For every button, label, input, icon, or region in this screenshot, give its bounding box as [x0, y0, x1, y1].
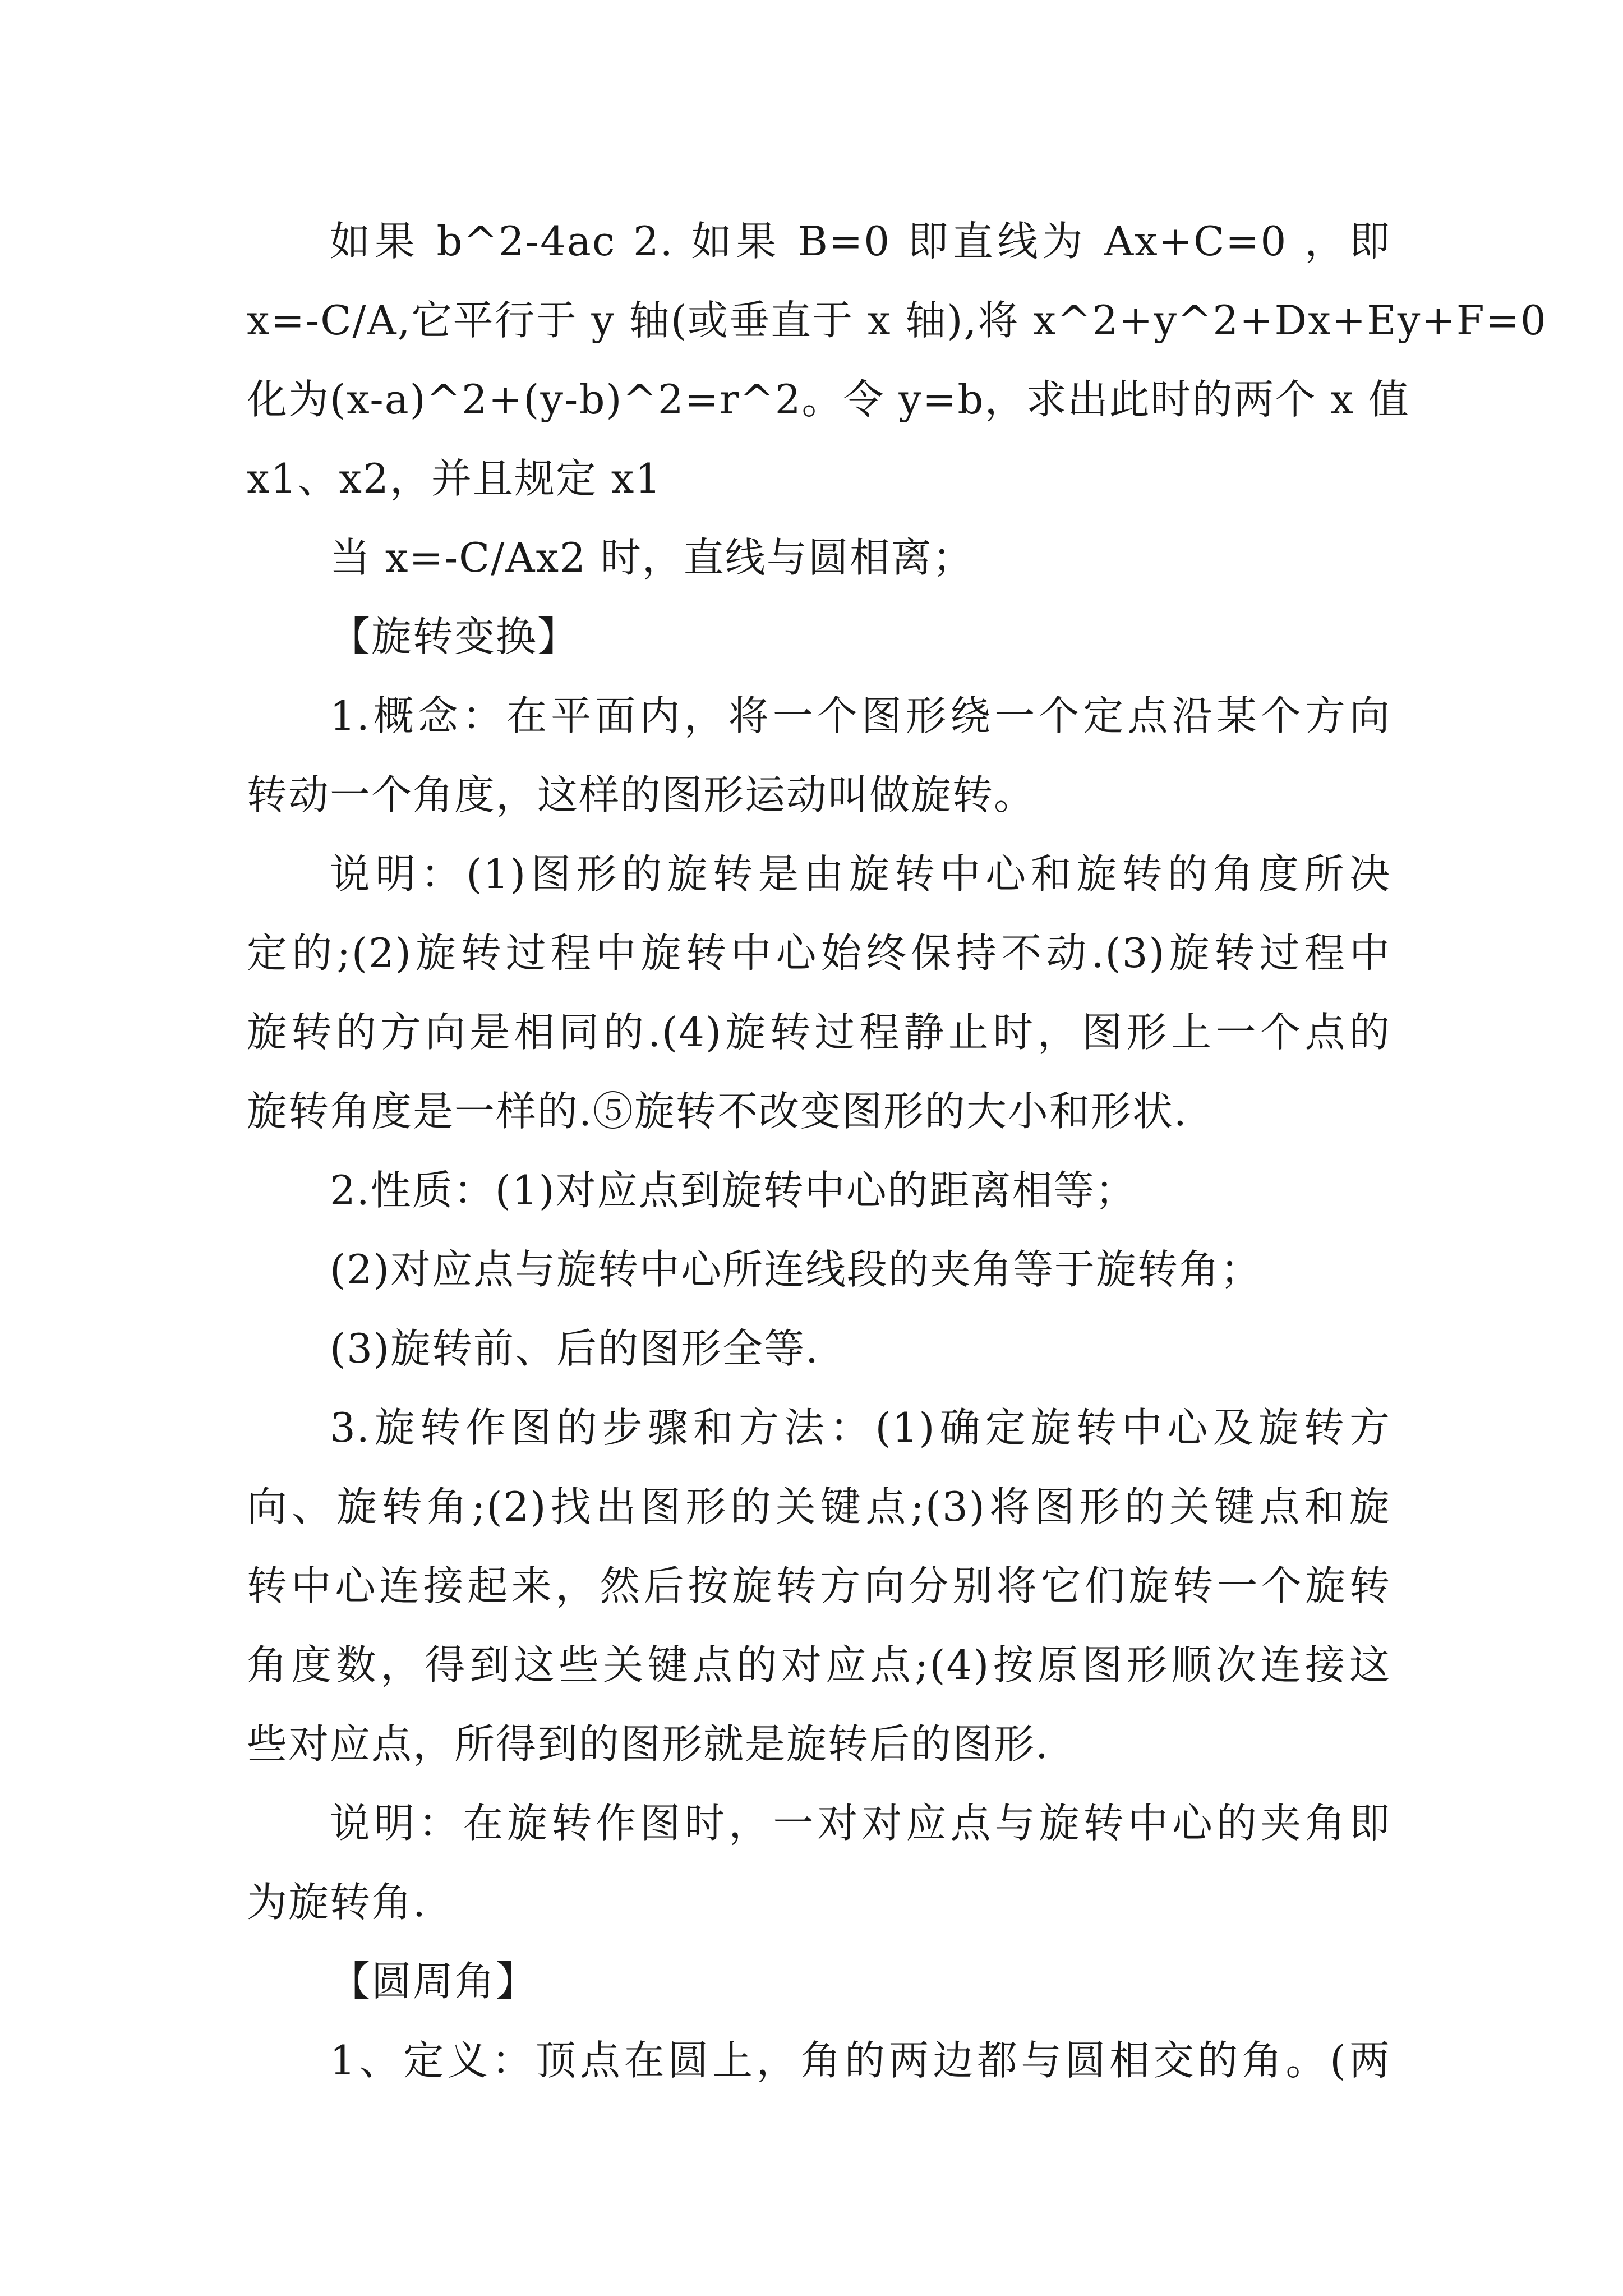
text-line: (2)对应点与旋转中心所连线段的夹角等于旋转角；: [330, 1246, 1262, 1293]
text-line: 为旋转角.: [247, 1879, 427, 1926]
text-line: 说明：在旋转作图时，一对对应点与旋转中心的夹角即: [330, 1800, 1391, 1847]
text-line: 化为(x-a)^2+(y-b)^2=r^2。令 y=b，求出此时的两个 x 值: [247, 376, 1410, 423]
text-line: 3.旋转作图的步骤和方法：(1)确定旋转中心及旋转方: [330, 1404, 1391, 1451]
text-line: 当 x=-C/Ax2 时，直线与圆相离；: [330, 534, 974, 581]
text-line: (3)旋转前、后的图形全等.: [330, 1325, 819, 1372]
text-line: 1、定义：顶点在圆上，角的两边都与圆相交的角。(两: [330, 2037, 1391, 2084]
text-line: 角度数，得到这些关键点的对应点;(4)按原图形顺次连接这: [247, 1641, 1391, 1688]
text-line: 说明：(1)图形的旋转是由旋转中心和旋转的角度所决: [330, 850, 1391, 898]
text-line: 如果 b^2-4ac 2. 如果 B=0 即直线为 Ax+C=0 ，即: [330, 218, 1391, 265]
text-line: 旋转角度是一样的.⑤旋转不改变图形的大小和形状.: [247, 1088, 1188, 1135]
text-line: x=-C/A,它平行于 y 轴(或垂直于 x 轴),将 x^2+y^2+Dx+Ey+F=0: [247, 297, 1547, 344]
text-line: 1.概念：在平面内，将一个图形绕一个定点沿某个方向: [330, 692, 1391, 739]
text-line: x1、x2，并且规定 x1: [247, 455, 662, 502]
text-line: 转中心连接起来，然后按旋转方向分别将它们旋转一个旋转: [247, 1562, 1391, 1609]
text-line: 2.性质：(1)对应点到旋转中心的距离相等；: [330, 1167, 1137, 1214]
text-line: 转动一个角度，这样的图形运动叫做旋转。: [247, 771, 1036, 818]
text-line: 向、旋转角;(2)找出图形的关键点;(3)将图形的关键点和旋: [247, 1483, 1391, 1530]
section-heading-rotation: 【旋转变换】: [330, 613, 579, 660]
section-heading-inscribed-angle: 【圆周角】: [330, 1958, 538, 2005]
text-line: 定的;(2)旋转过程中旋转中心始终保持不动.(3)旋转过程中: [247, 930, 1391, 977]
text-line: 旋转的方向是相同的.(4)旋转过程静止时，图形上一个点的: [247, 1009, 1391, 1056]
text-line: 些对应点，所得到的图形就是旋转后的图形.: [247, 1720, 1049, 1768]
document-body: [247, 202, 1547, 2100]
